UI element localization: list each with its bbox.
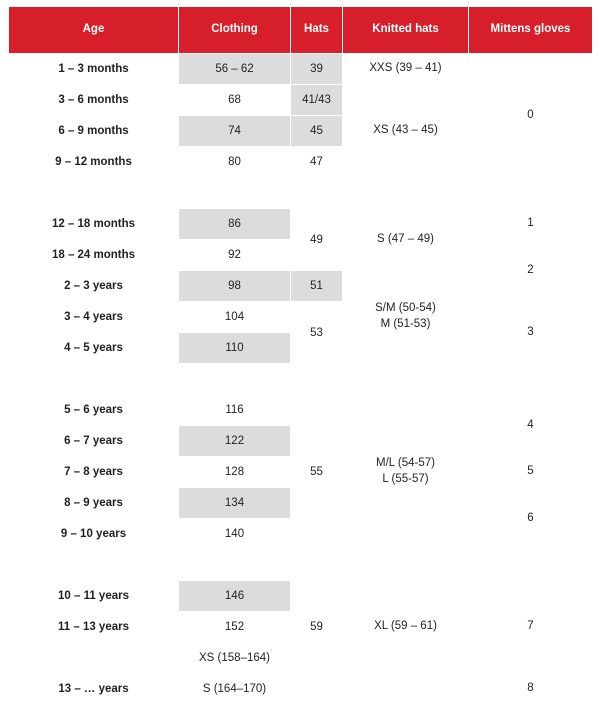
cell-mittens-gloves: 1 [469, 209, 593, 240]
cell-mittens-gloves: 8 [469, 674, 593, 705]
cell-hats: 47 [291, 147, 343, 178]
cell-clothing: XS (158–164) [179, 643, 291, 674]
cell-clothing: 134 [179, 488, 291, 519]
cell-knitted-hats [343, 271, 469, 364]
cell-age: 18 – 24 months [9, 240, 179, 271]
column-header-age: Age [9, 7, 179, 54]
cell-hats: 49 [291, 209, 343, 271]
cell-mittens-gloves: 2 [469, 240, 593, 302]
cell-clothing: 56 – 62 [179, 54, 291, 85]
cell-age: 5 – 6 years [9, 395, 179, 426]
size-chart-table [8, 6, 593, 705]
cell-clothing: 92 [179, 240, 291, 271]
spacer-row [9, 550, 593, 581]
cell-hats: 45 [291, 116, 343, 147]
cell-age: 6 – 7 years [9, 426, 179, 457]
cell-hats: 51 [291, 271, 343, 302]
cell-age: 4 – 5 years [9, 333, 179, 364]
knitted-hats-line-1: S/M (50-54) M (51-53) [375, 302, 436, 330]
cell-clothing: 128 [179, 457, 291, 488]
knitted-hats-line-1: M/L (54-57) L (55-57) [375, 457, 435, 485]
table-header [9, 7, 593, 54]
cell-age: 1 – 3 months [9, 54, 179, 85]
table-header-row [9, 7, 593, 54]
cell-clothing: 146 [179, 581, 291, 612]
cell-clothing: 110 [179, 333, 291, 364]
table-row [9, 581, 593, 612]
table-row [9, 302, 593, 333]
column-header-knitted-hats: Knitted hats [343, 7, 469, 54]
cell-clothing: 98 [179, 271, 291, 302]
cell-age: 12 – 18 months [9, 209, 179, 240]
cell-age: 3 – 4 years [9, 302, 179, 333]
table-row [9, 209, 593, 240]
cell-mittens-gloves: 5 [469, 457, 593, 488]
cell-clothing: S (164–170) [179, 674, 291, 705]
cell-clothing: 104 [179, 302, 291, 333]
cell-knitted-hats: XS (43 – 45) [343, 85, 469, 178]
cell-age: 3 – 6 months [9, 85, 179, 116]
cell-age [9, 643, 179, 674]
cell-knitted-hats: XL (59 – 61) [343, 581, 469, 674]
cell-age: 7 – 8 years [9, 457, 179, 488]
cell-clothing: 86 [179, 209, 291, 240]
cell-hats: 39 [291, 54, 343, 85]
cell-clothing: 152 [179, 612, 291, 643]
column-header-clothing: Clothing [179, 7, 291, 54]
cell-clothing: 74 [179, 116, 291, 147]
spacer-cell [9, 364, 593, 395]
cell-mittens-gloves: 4 [469, 395, 593, 457]
cell-hats: 55 [291, 395, 343, 550]
cell-hats [291, 674, 343, 705]
cell-knitted-hats: S (47 – 49) [343, 209, 469, 271]
cell-clothing: 116 [179, 395, 291, 426]
cell-knitted-hats [343, 395, 469, 550]
spacer-cell [9, 178, 593, 209]
cell-mittens-gloves: 3 [469, 302, 593, 364]
column-header-hats: Hats [291, 7, 343, 54]
cell-hats: 53 [291, 302, 343, 364]
cell-age: 6 – 9 months [9, 116, 179, 147]
spacer-row [9, 178, 593, 209]
cell-mittens-gloves: 0 [469, 54, 593, 178]
cell-clothing: 68 [179, 85, 291, 116]
cell-clothing: 80 [179, 147, 291, 178]
table-row [9, 674, 593, 705]
cell-age: 2 – 3 years [9, 271, 179, 302]
table-row [9, 395, 593, 426]
column-header-mittens-gloves: Mittens gloves [469, 7, 593, 54]
cell-age: 9 – 10 years [9, 519, 179, 550]
cell-age: 11 – 13 years [9, 612, 179, 643]
spacer-cell [9, 550, 593, 581]
cell-clothing: 122 [179, 426, 291, 457]
table-body [9, 54, 593, 705]
cell-hats: 59 [291, 581, 343, 674]
cell-age: 8 – 9 years [9, 488, 179, 519]
spacer-row [9, 364, 593, 395]
cell-age: 13 – … years [9, 674, 179, 705]
cell-mittens-gloves: 6 [469, 488, 593, 550]
cell-knitted-hats: XXS (39 – 41) [343, 54, 469, 85]
cell-clothing: 140 [179, 519, 291, 550]
cell-mittens-gloves: 7 [469, 581, 593, 674]
cell-age: 10 – 11 years [9, 581, 179, 612]
cell-age: 9 – 12 months [9, 147, 179, 178]
table-row [9, 54, 593, 85]
cell-hats: 41/43 [291, 85, 343, 116]
cell-knitted-hats [343, 674, 469, 705]
